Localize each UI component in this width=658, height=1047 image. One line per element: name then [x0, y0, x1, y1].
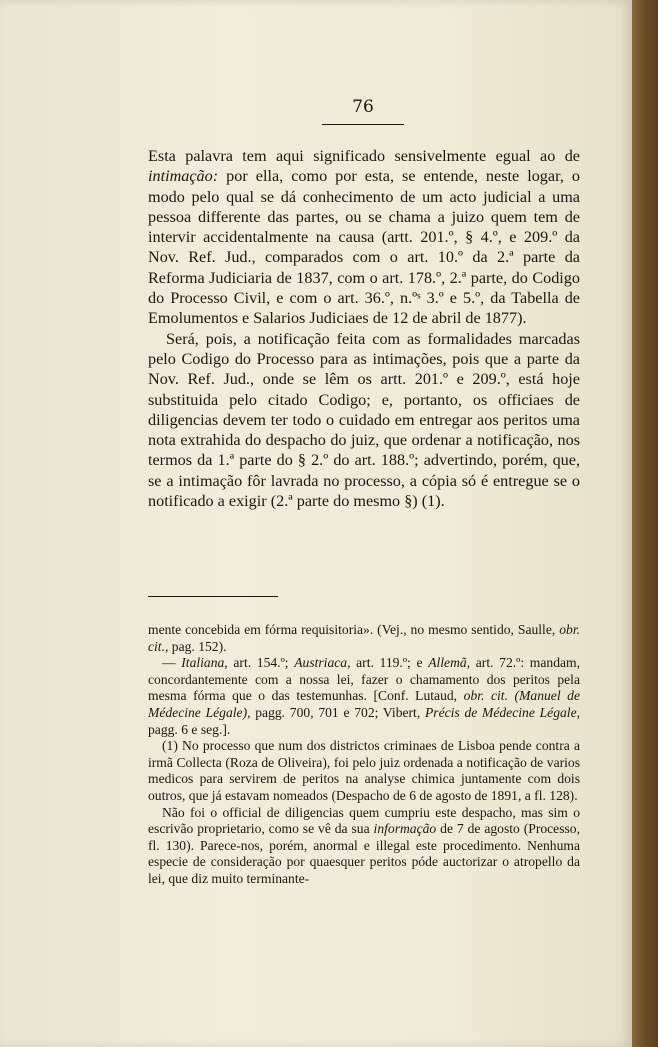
footnotes: [148, 622, 580, 888]
page-number: 76: [352, 97, 374, 117]
main-text: [148, 146, 580, 511]
footnote-1: (1) No processo que num dos districtos criminaes de Lisboa pende contra a irmã Collecta (Roza de Oliveira), foi pelo juiz ordenada a notificação de varios medicos para servirem de peritos na analyse chimica juntamente com dois outros, que já estavam nomeados (Despacho de 6 de agosto de 1891, a fl. 128).: [148, 738, 580, 803]
footnote-legislation: — Italiana, art. 154.º; Austriaca, art. 119.º; e Allemã, art. 72.º: mandam, concordantemente com a nossa lei, fazer o chamamento dos peritos pela mesma fórma que o das testemunhas. [Conf. Lutaud, obr. cit. (Manuel de Médecine Légale), pagg. 700, 701 e 702; Vibert, Précis de Médecine Légale, pagg. 6 e seg.].: [148, 655, 581, 737]
page-number-rule: [322, 124, 404, 125]
paragraph-1: Esta palavra tem aqui significado sensivelmente egual ao de intimação: por ella, como por esta, se entende, neste logar, o modo pelo qual se dá conhecimento de um acto judicial a uma pessoa differente das partes, ou se chama a juizo quem tem de intervir accidentalmente na causa (artt. 201.º, § 4.º, e 209.º da Nov. Ref. Jud., comparados com o art. 10.º da 2.ª parte da Reforma Judiciaria de 1837, com o art. 178.º, 2.ª parte, do Codigo do Processo Civil, e com o art. 36.º, n.ºˢ 3.º e 5.º, da Tabella de Emolumentos e Salarios Judiciaes de 12 de abril de 1877).: [148, 147, 580, 328]
footnote-separator: [148, 596, 278, 597]
footnote-continuation: mente concebida em fórma requisitoria». (Vej., no mesmo sentido, Saulle, obr. cit., pag. 152).: [148, 622, 580, 654]
footnote-1-continued: Não foi o official de diligencias quem cumpriu este despacho, mas sim o escrivão proprietario, como se vê da sua informação de 7 de agosto (Processo, fl. 130). Parece-nos, porém, anormal e illegal este procedimento. Nenhuma especie de consideração por quaesquer peritos póde auctorizar o atropello da lei, que diz muito terminante-: [148, 804, 580, 886]
book-spine: [632, 0, 658, 1047]
paragraph-2: Será, pois, a notificação feita com as formalidades marcadas pelo Codigo do Processo para as intimações, pois que a parte da Nov. Ref. Jud., onde se lêm os artt. 201.º e 209.º, está hoje substituida pelo citado Codigo; e, portanto, os officiaes de diligencias devem ter todo o cuidado em entregar aos peritos uma nota extrahida do despacho do juiz, que ordenar a notificação, nos termos da 1.ª parte do § 2.º do art. 188.º; advertindo, porém, que, se a intimação fôr lavrada no processo, a cópia só é entregue se o notificado a exigir (2.ª parte do mesmo §) (1).: [148, 329, 580, 511]
